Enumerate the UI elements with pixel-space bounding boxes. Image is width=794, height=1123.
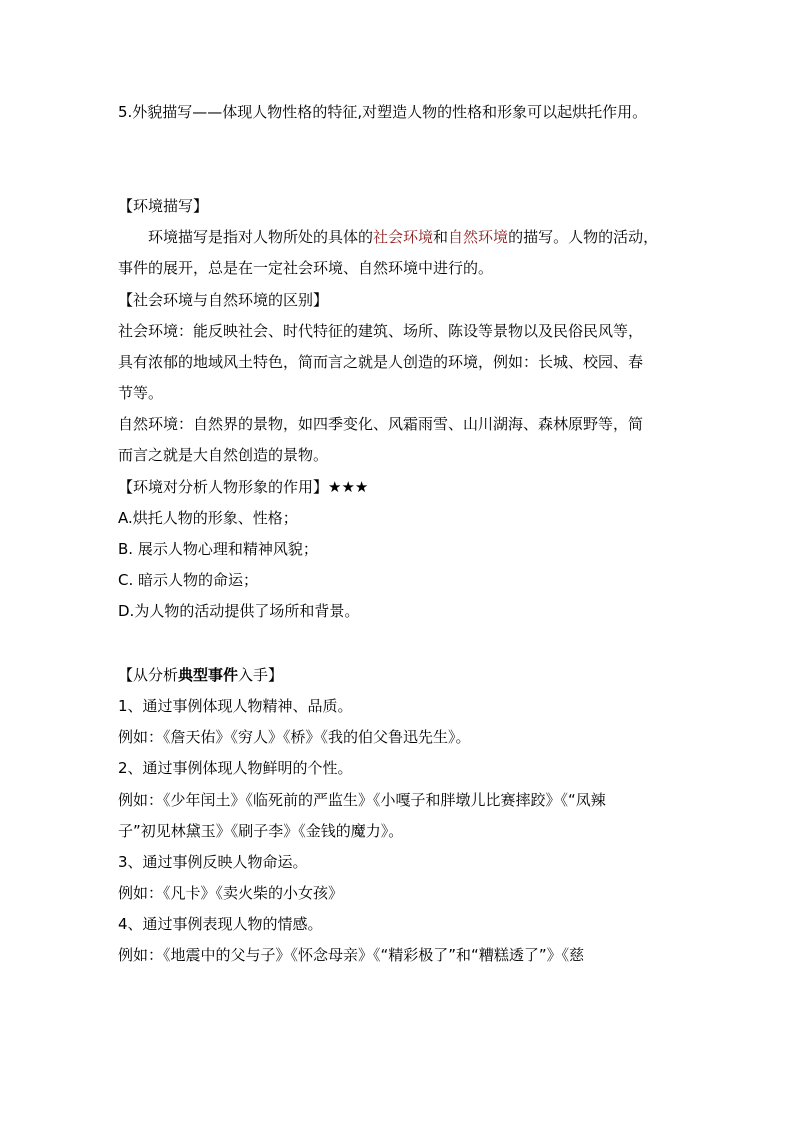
role-heading-text: 【环境对分析人物形象的作用】 [118, 478, 329, 496]
definition-text: 环境描写是指对人物所处的具体的 [148, 228, 374, 246]
events-heading-start: 【从分析 [118, 666, 179, 684]
events-heading-keyword: 典型事件 [178, 666, 239, 684]
role-heading [118, 477, 708, 497]
difference-heading: 【社会环境与自然环境的区别】 [118, 291, 329, 309]
natural-environment-line-2: 而言之就是大自然创造的景物。 [118, 446, 329, 464]
role-item-a: A.烘托人物的形象、性格； [118, 509, 298, 527]
events-line-8: 4、通过事例表现人物的情感。 [118, 915, 323, 933]
role-item-c: C. 暗示人物的命运； [118, 571, 259, 589]
appearance-description: 5.外貌描写——体现人物性格的特征,对塑造人物的性格和形象可以起烘托作用。 [118, 103, 648, 121]
role-item-b: B. 展示人物心理和精神风貌； [118, 540, 318, 558]
environment-definition-line-1 [148, 227, 738, 247]
natural-environment-line-1: 自然环境：自然界的景物，如四季变化、风霜雨雪、山川湖海、森林原野等，简 [118, 415, 644, 433]
events-line-2: 例如：《詹天佑》《穷人》《桥》《我的伯父鲁迅先生》。 [118, 728, 471, 746]
social-environment-term: 社会环境 [373, 228, 434, 246]
events-line-6: 3、通过事例反映人物命运。 [118, 853, 308, 871]
events-line-5: 子”初见林黛玉》《刷子李》《金钱的魔力》。 [118, 822, 404, 840]
social-environment-line-2: 具有浓郁的地域风土特色，简而言之就是人创造的环境，例如：长城、校园、春 [118, 353, 644, 371]
social-environment-line-1: 社会环境：能反映社会、时代特征的建筑、场所、陈设等景物以及民俗民风等， [118, 322, 644, 340]
social-environment-line-3: 节等。 [118, 384, 164, 402]
events-line-3: 2、通过事例体现人物鲜明的个性。 [118, 759, 353, 777]
definition-text: 的描写。人物的活动， [508, 228, 659, 246]
events-line-9: 例如：《地震中的父与子》《怀念母亲》《“精彩极了”和“糟糕透了”》《慈 [118, 946, 585, 964]
role-item-d: D.为人物的活动提供了场所和背景。 [118, 602, 360, 620]
environment-definition-line-2: 事件的展开，总是在一定社会环境、自然环境中进行的。 [118, 259, 494, 277]
definition-conjunction: 和 [433, 228, 449, 246]
events-line-4: 例如：《少年闰土》《临死前的严监生》《小嘎子和胖墩儿比赛摔跤》《“凤辣 [118, 791, 606, 809]
events-heading [118, 665, 708, 685]
events-line-1: 1、通过事例体现人物精神、品质。 [118, 697, 353, 715]
environment-heading: 【环境描写】 [118, 197, 209, 215]
natural-environment-term: 自然环境 [448, 228, 509, 246]
events-heading-end: 入手】 [238, 666, 284, 684]
events-line-7: 例如：《凡卡》《卖火柴的小女孩》 [118, 884, 344, 902]
star-rating: ★★★ [328, 478, 369, 496]
